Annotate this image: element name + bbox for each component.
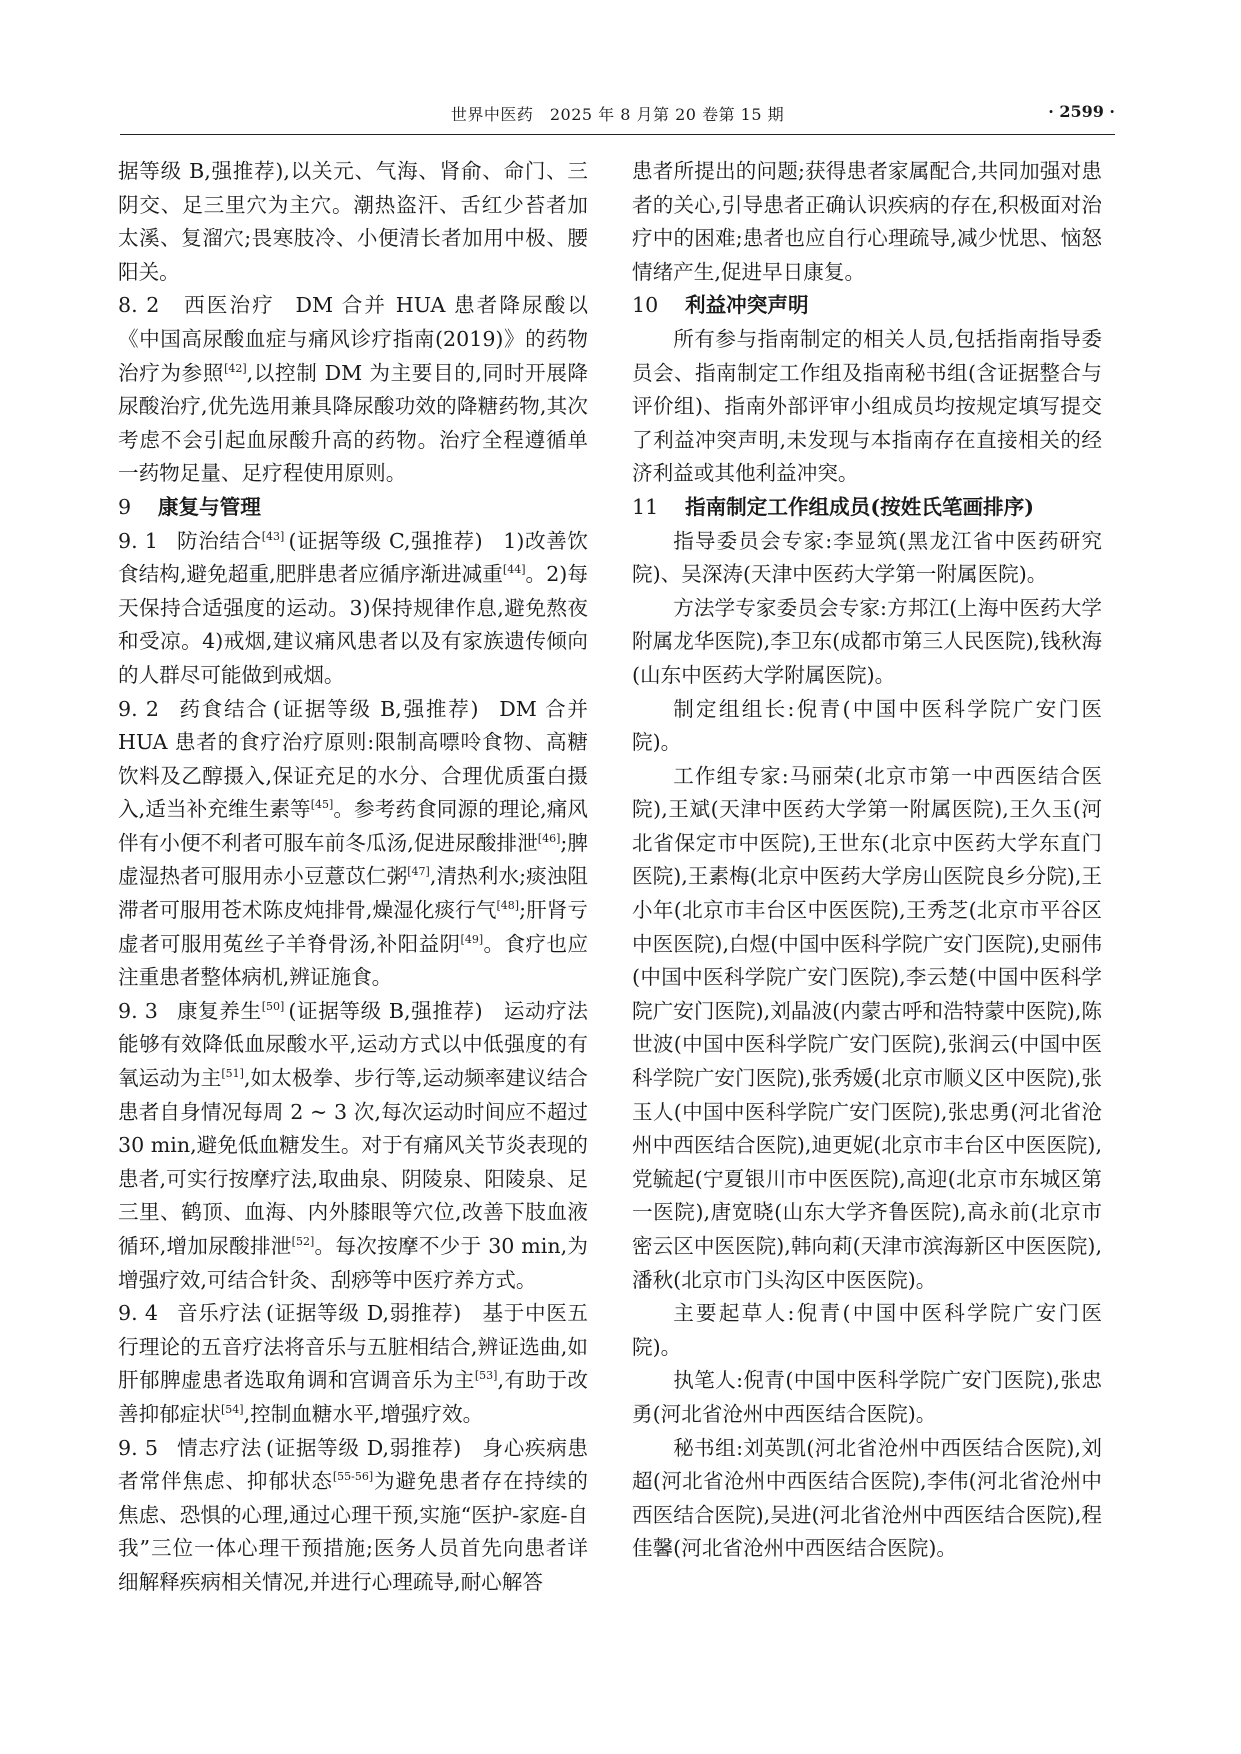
citation: [42] [224,361,247,375]
section-heading-10 [632,289,1102,323]
citation: [52] [291,1235,315,1248]
section-9-1 [118,525,588,693]
section-number: 9. 5 [118,1435,158,1460]
body-text: DM 合并 HUA 患者的食疗治疗原则:限制高嘌呤食物、高糖饮料及乙醇摄入,保证充足的水分、合理优质蛋白摄入,适当补充维生素等 [118,696,589,822]
methodology-experts-paragraph: 方法学专家委员会专家:方邦江(上海中医药大学附属龙华医院),李卫东(成都市第三人民医院),钱秋海(山东中医药大学附属医院)。 [632,595,1102,687]
section-8-2 [118,289,588,491]
body-text: ,有助于改善抑郁症状 [118,1368,589,1426]
section-number: 8. 2 [118,293,160,318]
citation: [51] [221,1067,244,1081]
body-text: 。食疗也应注重患者整体病机,辨证施食。 [118,931,589,990]
group-leader-paragraph: 制定组组长:倪青(中国中医科学院广安门医院)。 [632,696,1102,755]
main-drafter-paragraph: 主要起草人:倪青(中国中医科学院广安门医院)。 [632,1301,1102,1359]
body-text: 为避免患者存在持续的焦虑、恐惧的心理,通过心理干预,实施“医护-家庭-自我”三位一体心理干预措施;医务人员首先向患者详细解释疾病相关情况,并进行心理疏导,耐心解答 [118,1469,589,1594]
continued-paragraph: 据等级 B,强推荐),以关元、气海、肾俞、命门、三阴交、足三里穴为主穴。潮热盗汗、舌红少苔者加太溪、复溜穴;畏寒肢冷、小便清长者加用中极、腰阳关。 [118,159,588,284]
section-number: 9. 1 [118,528,158,553]
right-column [632,155,1102,1566]
section-title: 利益冲突声明 [684,293,809,318]
body-text: 。参考药食同源的理论,痛风伴有小便不利者可服车前冬瓜汤,促进尿酸排泄 [118,797,589,855]
citation: [49] [460,932,484,946]
citation: [55-56] [332,1470,374,1484]
conflict-of-interest-paragraph: 所有参与指南制定的相关人员,包括指南指导委员会、指南制定工作组及指南秘书组(含证据整合与评价组)、指南外部评审小组成员均按规定填写提交了利益冲突声明,未发现与本指南存在直接相关的经济利益或其他利益冲突。 [632,326,1102,486]
left-column [118,155,588,1600]
citation: [45] [310,798,334,812]
body-text: ,以控制 DM 为主要目的,同时开展降尿酸治疗,优先选用兼具降尿酸功效的降糖药物,其次考虑不会引起血尿酸升高的药物。治疗全程遵循单一药物足量、足疗程使用原则。 [118,360,589,486]
body-text: 基于中医五行理论的五音疗法将音乐与五脏相结合,辨证选曲,如肝郁脾虚患者选取角调和宫调音乐为主 [118,1301,589,1393]
section-number: 11 [632,494,659,519]
body-text: 身心疾病患者常伴焦虑、抑郁状态 [118,1435,589,1494]
section-title: 指南制定工作组成员(按姓氏笔画排序) [684,494,1034,519]
continued-paragraph: 患者所提出的问题;获得患者家属配合,共同加强对患者的关心,引导患者正确认识疾病的存在,积极面对治疗中的困难;患者也应自行心理疏导,减少忧思、恼怒情绪产生,促进早日康复。 [632,159,1102,284]
section-title: 康复与管理 [157,494,261,519]
running-header [120,98,1115,135]
section-title: 音乐疗法 [176,1301,262,1326]
citation: [47] [407,865,430,879]
body-text: 。2)每天保持合适强度的运动。3)保持规律作息,避免熬夜和受凉。4)戒烟,建议痛风患者以及有家族遗传倾向的人群尽可能做到戒烟。 [118,562,588,687]
section-number: 10 [632,293,659,318]
body-text: DM 合并 HUA 患者降尿酸以《中国高尿酸血症与痛风诊疗指南(2019)》的药物治疗为参照 [118,293,588,385]
secretariat-paragraph: 秘书组:刘英凯(河北省沧州中西医结合医院),刘超(河北省沧州中西医结合医院),李伟(河北省沧州中西医结合医院),吴进(河北省沧州中西医结合医院),程佳馨(河北省沧州中西医结合医院)。 [632,1435,1102,1561]
citation: [54] [220,1402,244,1416]
body-text: ,控制血糖水平,增强疗效。 [243,1401,484,1426]
steering-committee-paragraph: 指导委员会专家:李显筑(黑龙江省中医药研究院)、吴深涛(天津中医药大学第一附属医院)。 [632,528,1102,587]
evidence-grade: (证据等级 D,弱推荐) [266,1301,462,1326]
section-heading-9 [118,491,588,525]
section-number: 9. 4 [118,1301,158,1326]
body-text: ,清热利水;痰浊阻滞者可服用苍术陈皮炖排骨,燥湿化痰行气 [118,864,589,923]
evidence-grade: (证据等级 D,弱推荐) [266,1435,462,1460]
section-title: 康复养生 [176,998,262,1023]
citation: [53] [474,1369,498,1383]
journal-title: 世界中医药 2025 年 8 月第 20 卷第 15 期 [450,105,785,124]
citation: [48] [496,899,520,913]
section-title: 药食结合 [177,696,269,721]
body-text: 。每次按摩不少于 30 min,为增强疗效,可结合针灸、刮痧等中医疗养方式。 [118,1234,588,1292]
body-text: ;脾虚湿热者可服用赤小豆薏苡仁粥 [118,830,588,889]
working-group-experts-paragraph: 工作组专家:马丽荣(北京市第一中西医结合医院),王斌(天津中医药大学第一附属医院),王久玉(河北省保定市中医院),王世东(北京中医药大学东直门医院),王素梅(北京中医药大学房山医院良乡分院),王小年(北京市丰台区中医医院),王秀芝(北京市平谷区中医医院),白煜(中国中医科学院广安门医院),史丽伟(中国中医科学院广安门医院),李云楚(中国中医科学院广安门医院),刘晶波(内蒙古呼和浩特蒙中医院),陈世波(中国中医科学院广安门医院),张润云(中国中医科学院广安门医院),张秀媛(北京市顺义区中医院),张玉人(中国中医科学院广安门医院),张忠勇(河北省沧州中西医结合医院),迪更妮(北京市丰台区中医医院),党毓起(宁夏银川市中医医院),高迎(北京市东城区第一医院),唐宽晓(山东大学齐鲁医院),高永前(北京市密云区中医医院),韩向莉(天津市滨海新区中医医院),潘秋(北京市门头沟区中医医院)。 [632,763,1102,1292]
body-text: ,如太极拳、步行等,运动频率建议结合患者自身情况每周 2 ~ 3 次,每次运动时间应不超过 30 min,避免低血糖发生。对于有痛风关节炎表现的患者,可实行按摩疗法,取曲泉、阴陵泉、阳陵泉、足三里、鹤顶、血海、内外膝眼等穴位,改善下肢血液循环,增加尿酸排泄 [118,1066,588,1258]
evidence-grade: (证据等级 B,强推荐) [288,998,483,1023]
body-text: 运动疗法能够有效降低血尿酸水平,运动方式以中低强度的有氧运动为主 [118,998,589,1091]
section-number: 9 [118,494,132,519]
evidence-grade: (证据等级 C,强推荐) [288,528,483,553]
section-title: 西医治疗 [182,293,275,318]
body-text: ;肝肾亏虚者可服用菟丝子羊脊骨汤,补阳益阴 [118,898,588,956]
section-title: 情志疗法 [176,1435,262,1460]
citation: [44] [502,563,526,577]
section-title: 防治结合 [176,528,262,553]
section-9-5 [118,1432,588,1600]
citation: [46] [537,831,561,845]
section-heading-11 [632,491,1102,525]
body-text: 1)改善饮食结构,避免超重,肥胖患者应循序渐进减重 [118,528,588,587]
section-number: 9. 3 [118,998,158,1023]
writers-paragraph: 执笔人:倪青(中国中医科学院广安门医院),张忠勇(河北省沧州中西医结合医院)。 [632,1368,1102,1426]
page-number: · 2599 · [1048,102,1115,121]
section-number: 9. 2 [118,696,160,721]
evidence-grade: (证据等级 B,强推荐) [272,696,479,721]
section-9-2 [118,693,588,995]
section-9-4 [118,1297,588,1431]
section-9-3 [118,995,588,1297]
citation: [50] [261,999,285,1013]
citation: [43] [261,529,285,543]
